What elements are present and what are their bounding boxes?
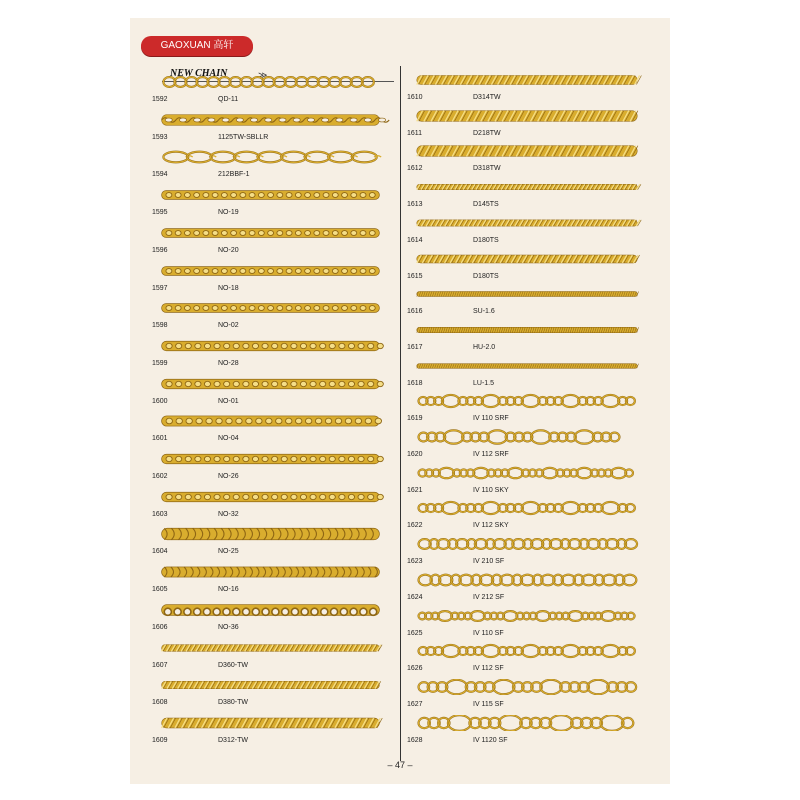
- item-number: 1610: [407, 94, 423, 101]
- item-code: D180TS: [473, 236, 499, 244]
- item-code: D318TW: [473, 165, 501, 173]
- chain-image: [148, 489, 393, 505]
- item-code: NO-20: [218, 246, 239, 254]
- chain-image: [148, 338, 393, 354]
- page-number: – 47 –: [387, 760, 413, 770]
- chain-image: [148, 263, 393, 279]
- item-code: IV 212 SF: [473, 593, 505, 601]
- item-number: 1608: [152, 699, 168, 707]
- item-code: IV 112 SRF: [473, 451, 509, 458]
- section-title: NEW CHAIN: [170, 68, 228, 79]
- chain-image: [403, 215, 651, 231]
- chain-image: [148, 149, 393, 165]
- chain-image: [148, 413, 393, 429]
- item-code: NO-26: [218, 473, 239, 480]
- chain-image: [403, 465, 651, 481]
- chain-image: [403, 72, 651, 88]
- item-code: IV 110 SRF: [473, 415, 509, 423]
- item-code: LU-1.5: [473, 379, 495, 387]
- item-code: QD-11: [218, 96, 239, 103]
- item-number: 1619: [407, 415, 423, 423]
- chain-image: [403, 286, 651, 302]
- chain-image: [403, 358, 651, 374]
- item-number: 1614: [407, 236, 423, 244]
- chain-image: [148, 451, 393, 467]
- item-number: 1599: [152, 359, 168, 367]
- chain-image: [403, 572, 651, 588]
- chain-image: [148, 74, 393, 90]
- item-number: 1622: [407, 522, 423, 530]
- item-code: D380-TW: [218, 699, 248, 707]
- item-code: D360-TW: [218, 661, 248, 669]
- chain-image: [148, 564, 393, 580]
- chain-image: [403, 643, 651, 659]
- item-code: IV 110 SKY: [473, 486, 509, 494]
- chain-image: [148, 300, 393, 316]
- item-code: NO-19: [218, 209, 239, 217]
- column-divider: [400, 66, 401, 761]
- item-number: 1601: [152, 435, 168, 443]
- item-number: 1626: [407, 665, 423, 673]
- item-number: 1598: [152, 322, 168, 330]
- chain-image: [403, 322, 651, 338]
- item-code: NO-18: [218, 284, 239, 292]
- item-code: SU-1.6: [473, 308, 495, 316]
- item-code: IV 110 SF: [473, 629, 504, 637]
- item-number: 1618: [407, 379, 423, 387]
- item-number: 1625: [407, 629, 423, 637]
- item-code: NO-28: [218, 359, 239, 367]
- item-code: D180TS: [473, 272, 499, 280]
- item-number: 1617: [407, 343, 423, 351]
- item-code: NO-02: [218, 322, 239, 330]
- catalog-page: [130, 18, 670, 784]
- item-number: 1612: [407, 165, 423, 173]
- item-number: 1615: [407, 272, 423, 280]
- item-number: 1604: [152, 548, 168, 556]
- item-number: 1596: [152, 246, 168, 254]
- chain-image: [403, 108, 651, 124]
- item-code: 212BBF-1: [218, 171, 250, 179]
- item-number: 1597: [152, 284, 168, 292]
- item-code: D314TW: [473, 94, 501, 101]
- item-number: 1627: [407, 700, 423, 708]
- item-number: 1616: [407, 308, 423, 316]
- chain-image: [148, 225, 393, 241]
- chain-image: [403, 143, 651, 159]
- item-code: D145TS: [473, 201, 499, 209]
- item-number: 1624: [407, 593, 423, 601]
- item-number: 1613: [407, 201, 423, 209]
- chain-image: [403, 536, 651, 552]
- item-code: NO-32: [218, 510, 239, 518]
- chain-image: [148, 715, 393, 731]
- chain-image: [403, 393, 651, 409]
- item-code: IV 112 SKY: [473, 522, 509, 530]
- item-code: IV 1120 SF: [473, 736, 508, 744]
- chain-image: [148, 376, 393, 392]
- chain-image: [148, 526, 393, 542]
- chain-image: [403, 179, 651, 195]
- item-number: 1595: [152, 209, 168, 217]
- item-code: D312-TW: [218, 736, 248, 744]
- chain-image: [403, 715, 651, 731]
- item-number: 1611: [407, 129, 423, 137]
- chain-image: [403, 500, 651, 516]
- item-number: 1593: [152, 133, 168, 141]
- item-code: 1125TW-SBLLR: [218, 133, 269, 141]
- item-code: NO-01: [218, 397, 239, 405]
- item-number: 1603: [152, 510, 168, 518]
- chain-image: [148, 640, 393, 656]
- chain-image: [403, 679, 651, 695]
- item-number: 1602: [152, 473, 168, 480]
- item-number: 1605: [152, 586, 168, 594]
- item-number: 1620: [407, 451, 423, 458]
- item-code: NO-25: [218, 548, 239, 556]
- item-number: 1594: [152, 171, 168, 179]
- item-code: IV 112 SF: [473, 665, 504, 673]
- item-number: 1621: [407, 486, 423, 494]
- item-number: 1628: [407, 736, 423, 744]
- item-code: IV 210 SF: [473, 558, 505, 566]
- item-number: 1623: [407, 558, 423, 566]
- chain-image: [148, 187, 393, 203]
- item-number: 1609: [152, 736, 168, 744]
- item-number: 1607: [152, 661, 168, 669]
- item-code: IV 115 SF: [473, 700, 504, 708]
- item-code: NO-36: [218, 623, 239, 631]
- chain-image: [403, 251, 651, 267]
- item-number: 1600: [152, 397, 168, 405]
- item-number: 1606: [152, 623, 168, 631]
- item-number: 1592: [152, 96, 168, 103]
- item-code: NO-16: [218, 586, 239, 594]
- chain-image: [403, 429, 651, 445]
- item-code: D218TW: [473, 129, 501, 137]
- chain-image: [403, 608, 651, 624]
- chain-image: [148, 602, 393, 618]
- chain-image: [148, 677, 393, 693]
- double-chevron-icon: ≫: [258, 70, 268, 80]
- chain-image: [148, 112, 393, 128]
- brand-badge: GAOXUAN 高轩: [141, 36, 253, 56]
- item-code: HU-2.0: [473, 343, 496, 351]
- item-code: NO-04: [218, 435, 239, 443]
